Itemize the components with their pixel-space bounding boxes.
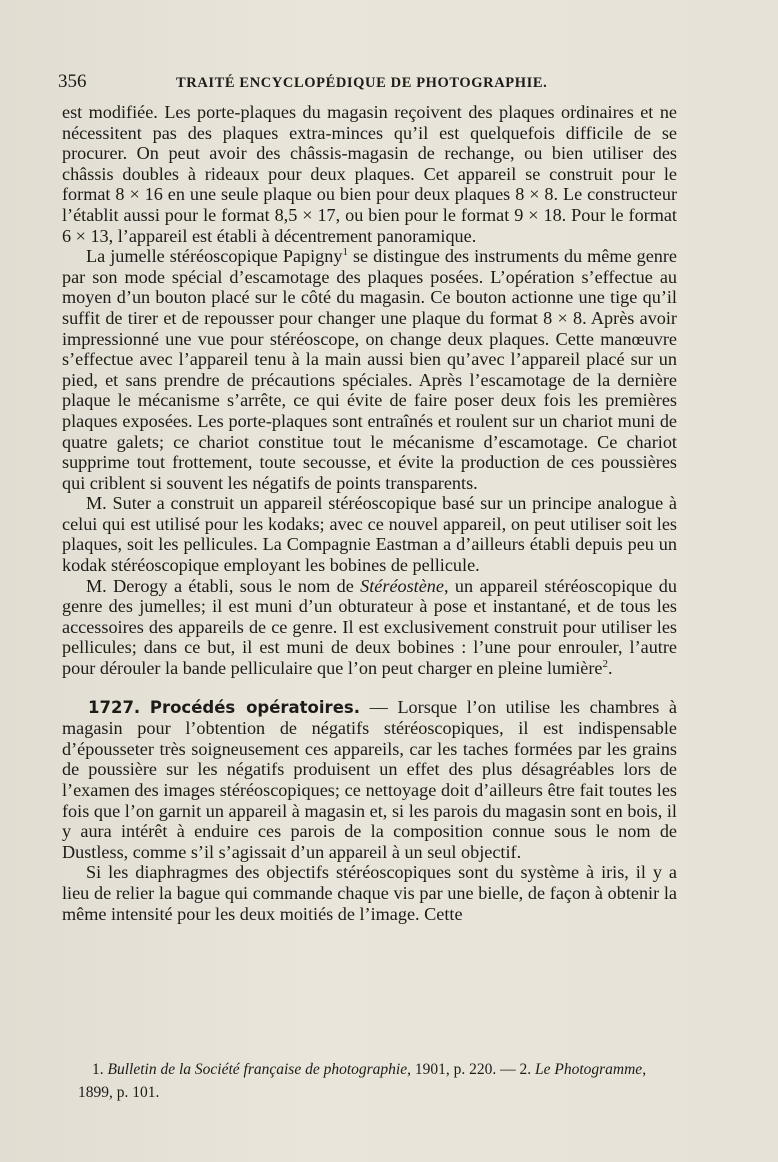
footnote-2-title: Le Photogramme [534,1061,643,1078]
section-text: — Lorsque l’on utilise les chambres à magasin pour l’obtention de négatifs stéréoscopiques, il est indispensable d’épousseter très soigneusement ces appareils, car les taches formées par les grains de poussière sur les négatifs produisent un effet des plus désagréables lors de l’examen des images stéréoscopiques; ce nettoyage doit d’ailleurs être fait toutes les fois que l’on garnit un appareil à magasin et, si les parois du magasin sont en bois, il y aura intérêt à enduire ces parois de la composition connue sous le nom de Dustless, comme s’il s’agissait d’un appareil à un seul objectif. [62,696,677,862]
footnote-1-number: 1. [92,1061,108,1078]
footnote-line-1 [78,1058,698,1081]
paragraph-2-start: La jumelle stéréoscopique Papigny [86,246,343,267]
paragraph-2 [62,246,677,493]
paragraph-6: Si les diaphragmes des objectifs stéréoscopiques sont du système à iris, il y a lieu de relier la bague qui commande chaque vis par une bielle, de façon à obtenir la même intensité pour les deux moitiés de l’image. Cette [62,862,677,924]
paragraph-1: est modifiée. Les porte-plaques du magasin reçoivent des plaques ordinaires et ne nécessitent pas des plaques extra-minces qu’il est quelquefois difficile de se procurer. On peut avoir des châssis-magasin de rechange, ou bien utiliser des châssis doubles à rideaux pour deux plaques. Cet appareil se construit pour le format 8 × 16 en une seule plaque ou bien pour deux plaques 8 × 8. Le constructeur l’établit aussi pour le format 8,5 × 17, ou bien pour le format 9 × 18. Pour le format 6 × 13, l’appareil est établi à décentrement panoramique. [62,102,677,246]
body-text [62,102,677,924]
section-1727 [62,697,677,863]
footnote-2-comma: , [642,1061,647,1078]
footnote-1-title: Bulletin de la Société française de photographie [107,1061,408,1078]
paragraph-2-rest: se distingue des instruments du même genre par son mode spécial d’escamotage des plaques posées. L’opération s’effectue au moyen d’un bouton placé sur le côté du magasin. Ce bouton actionne une tige qu’il suffit de tirer et de repousser pour changer une plaque du format 8 × 8. Après avoir impressionné une vue pour stéréoscope, on change deux plaques. Cette manœuvre s’effectue avec l’appareil tenu à la main aussi bien qu’avec l’appareil placé sur un pied, et sans prendre de précautions spéciales. Après l’escamotage de la dernière plaque le mécanisme s’arrête, ce qui évite de faire poser deux fois les premières plaques exposées. Les porte-plaques sont entraînés et roulent sur un chariot muni de quatre galets; ce chariot constitue tout le mécanisme d’escamotage. Ce chariot supprime tout frottement, toute secousse, et évite la production de ces poussières qui criblent si souvent les négatifs de points transparents. [62,246,677,493]
paragraph-4 [62,576,677,679]
page-number: 356 [58,71,87,92]
footnotes [78,1058,698,1104]
paragraph-4-italic: Stéréostène [360,575,444,596]
paragraph-3: M. Suter a construit un appareil stéréoscopique basé sur un principe analogue à celui qui est utilisé pour les kodaks; avec ce nouvel appareil, on peut utiliser soit les plaques, soit les pellicules. La Compagnie Eastman a d’ailleurs établi depuis peu un kodak stéréoscopique employant les bobines de pellicule. [62,493,677,576]
footnote-ref-1: 1 [342,246,348,259]
running-title: TRAITÉ ENCYCLOPÉDIQUE DE PHOTOGRAPHIE. [176,75,548,91]
paragraph-4-start: M. Derogy a établi, sous le nom de [86,575,361,596]
section-number: 1727. [88,697,141,717]
section-title: Procédés opératoires. [149,697,360,717]
footnote-ref-2: 2 [602,657,609,670]
footnote-1-details: , 1901, p. 220. — 2. [407,1061,535,1078]
paragraph-4-rest: , un appareil stéréoscopique du genre des jumelles; il est muni d’un obturateur à pose et instantané, et de tous les accessoires des appareils de ce genre. Il est exclusivement construit pour utiliser les pellicules; dans ce but, il est muni de deux bobines : l’une pour enrouler, l’autre pour dérouler la bande pelliculaire que l’on peut charger en pleine lumière [62,575,677,679]
paragraph-4-end: . [608,658,613,679]
footnote-line-2: 1899, p. 101. [78,1084,160,1101]
